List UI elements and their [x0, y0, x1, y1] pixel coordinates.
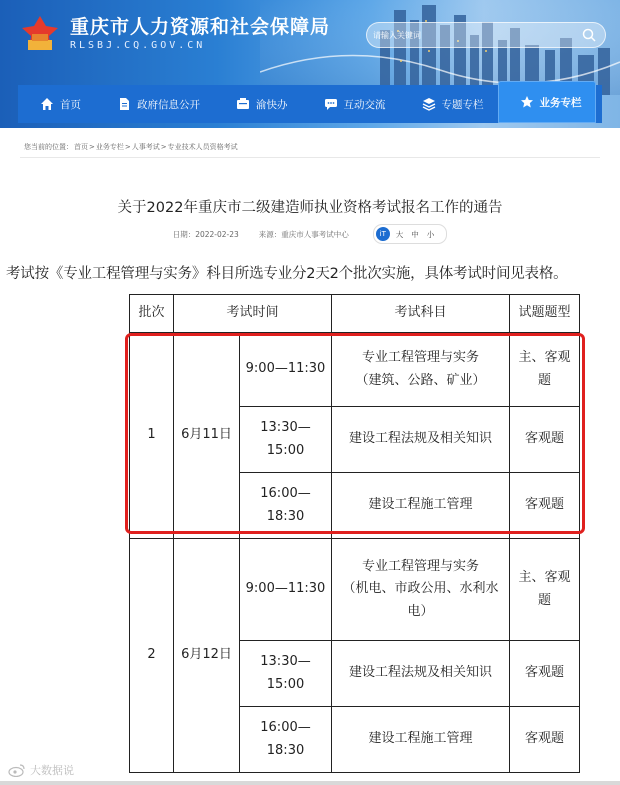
header-type: 试题题型: [510, 295, 580, 333]
time-line: 13:30—: [260, 420, 311, 436]
breadcrumb-separator: >: [160, 143, 167, 151]
article-meta: [0, 224, 620, 244]
font-size-icon: iT: [376, 227, 390, 241]
type-cell: [510, 641, 580, 707]
table-row: [130, 333, 580, 407]
subject-cell: [332, 473, 510, 539]
type-line: 题: [537, 372, 551, 388]
time-line: 13:30—: [260, 654, 311, 670]
article-title: 关于2022年重庆市二级建造师执业资格考试报名工作的通告: [117, 200, 503, 216]
nav-label: 渝快办: [256, 98, 288, 111]
font-size-switcher: [373, 224, 448, 244]
nav-label: 专题专栏: [441, 98, 484, 111]
weibo-logo-icon: [8, 763, 26, 777]
breadcrumb-link-exam[interactable]: 人事考试: [131, 143, 160, 151]
time-cell: [240, 473, 332, 539]
nav-item-business[interactable]: [498, 81, 596, 123]
site-domain: RLSBJ.CQ.GOV.CN: [70, 40, 206, 51]
type-cell: [510, 407, 580, 473]
time-line: 9:00—11:30: [245, 361, 326, 377]
subject-cell: [332, 707, 510, 773]
table-row: [130, 539, 580, 641]
date-cell: 6月11日: [174, 333, 240, 539]
type-line: 客观题: [524, 431, 564, 447]
type-cell: [510, 707, 580, 773]
nav-item-interaction[interactable]: [302, 85, 400, 123]
subject-line: 专业工程管理与实务: [361, 350, 479, 366]
star-icon: [520, 95, 534, 109]
nav-item-yukuaiban[interactable]: [214, 85, 302, 123]
source-label: 来源：: [258, 229, 282, 239]
subject-line: （建筑、公路、矿业）: [355, 372, 486, 388]
subject-line: 电）: [407, 603, 434, 619]
nav-item-home[interactable]: [18, 85, 95, 123]
batch-cell: 1: [130, 333, 174, 539]
nav-label: 首页: [60, 98, 81, 111]
type-cell: [510, 539, 580, 641]
time-cell: [240, 539, 332, 641]
watermark-text: 大数据说: [30, 764, 74, 777]
subject-cell: [332, 407, 510, 473]
subject-cell: [332, 333, 510, 407]
table-header-row: [130, 295, 580, 333]
breadcrumb-separator: >: [89, 143, 95, 151]
type-line: 客观题: [524, 665, 564, 681]
time-line: 15:00: [266, 676, 305, 692]
breadcrumb: [20, 136, 600, 158]
type-line: 主、客观: [518, 350, 571, 366]
time-line: 18:30: [266, 508, 305, 524]
time-cell: [240, 407, 332, 473]
time-line: 18:30: [266, 742, 305, 758]
layers-icon: [422, 97, 436, 111]
time-cell: [240, 707, 332, 773]
time-line: 16:00—: [260, 720, 311, 736]
batch-cell: 2: [130, 539, 174, 773]
bottom-scrollbar[interactable]: [0, 781, 620, 785]
article-source: 重庆市人事考试中心: [281, 229, 349, 239]
home-icon: [40, 97, 54, 111]
article-intro: 考试按《专业工程管理与实务》科目所选专业分2天2个批次实施，具体考试时间见表格。: [6, 266, 568, 282]
type-line: 题: [537, 592, 551, 608]
nav-item-topics[interactable]: [400, 85, 498, 123]
time-line: 15:00: [266, 442, 305, 458]
time-line: 16:00—: [260, 486, 311, 502]
font-size-large[interactable]: 大: [395, 229, 404, 239]
article-date: 2022-02-23: [195, 229, 239, 239]
header-subject: 考试科目: [332, 295, 510, 333]
type-cell: [510, 333, 580, 407]
exam-schedule-table: [129, 294, 580, 773]
subject-cell: [332, 641, 510, 707]
subject-line: （机电、市政公用、水利水: [342, 581, 499, 597]
time-line: 9:00—11:30: [245, 581, 326, 597]
type-line: 客观题: [524, 731, 564, 747]
font-size-small[interactable]: 小: [426, 229, 435, 239]
date-cell: 6月12日: [174, 539, 240, 773]
site-title: 重庆市人力资源和社会保障局: [70, 16, 331, 38]
document-icon: [117, 97, 131, 111]
main-nav: [18, 85, 602, 123]
time-cell: [240, 641, 332, 707]
nav-label: 互动交流: [343, 98, 386, 111]
header-batch: 批次: [130, 295, 174, 333]
subject-line: 专业工程管理与实务: [361, 559, 479, 575]
type-line: 主、客观: [518, 570, 571, 586]
date-label: 日期：: [172, 229, 196, 239]
nav-label: 业务专栏: [539, 96, 582, 109]
nav-item-gov-info[interactable]: [95, 85, 214, 123]
type-cell: [510, 473, 580, 539]
cq-hrss-logo-icon: [18, 12, 62, 56]
nav-label: 政府信息公开: [137, 98, 200, 111]
site-brand[interactable]: [18, 12, 330, 56]
breadcrumb-link-business[interactable]: 业务专栏: [95, 143, 124, 151]
chat-icon: [324, 97, 338, 111]
subject-line: 建设工程施工管理: [368, 731, 473, 747]
time-cell: [240, 333, 332, 407]
breadcrumb-link-qualification[interactable]: 专业技术人员资格考试: [167, 143, 238, 151]
breadcrumb-separator: >: [124, 143, 131, 151]
search-input[interactable]: [373, 26, 573, 44]
header-time: 考试时间: [174, 295, 332, 333]
site-header: [0, 0, 620, 128]
subject-line: 建设工程法规及相关知识: [348, 431, 492, 447]
breadcrumb-prefix: 您当前的位置：: [24, 143, 73, 151]
type-line: 客观题: [524, 497, 564, 513]
search-icon[interactable]: [581, 27, 597, 43]
font-size-medium[interactable]: 中: [411, 229, 419, 239]
watermark: [8, 762, 74, 778]
subject-cell: [332, 539, 510, 641]
subject-line: 建设工程法规及相关知识: [348, 665, 492, 681]
breadcrumb-link-home[interactable]: 首页: [74, 143, 88, 151]
search-box: [366, 22, 606, 48]
subject-line: 建设工程施工管理: [368, 497, 473, 513]
service-icon: [236, 97, 250, 111]
